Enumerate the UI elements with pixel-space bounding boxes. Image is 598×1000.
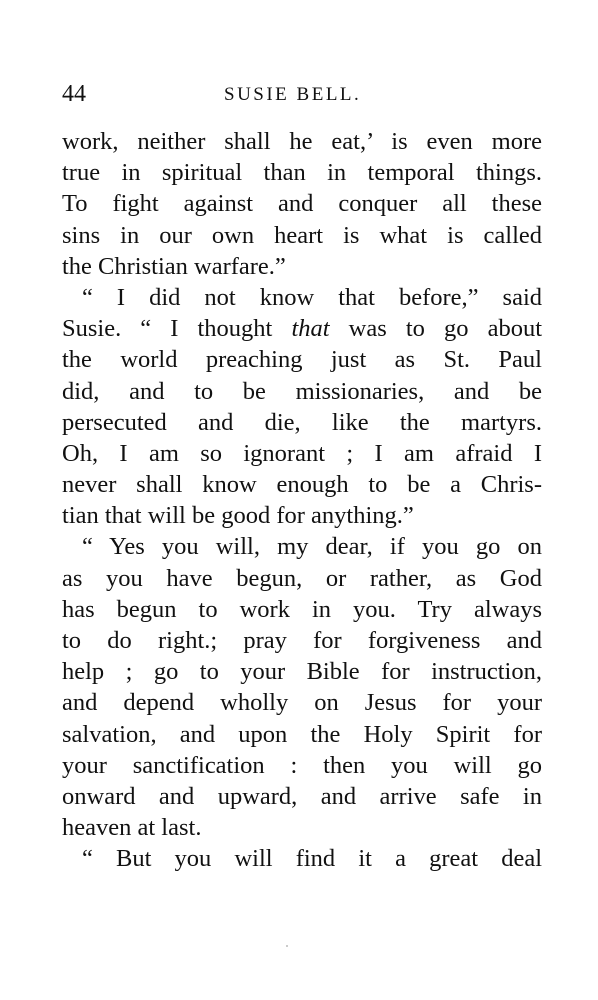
text-line — [62, 500, 542, 531]
text-line — [62, 282, 542, 313]
text-line — [62, 563, 542, 594]
text-segment: persecuted and die, like the martyrs. — [62, 408, 542, 436]
text-segment: onward and upward, and arrive safe in — [62, 782, 542, 810]
page-header — [62, 78, 542, 110]
text-line — [62, 126, 542, 157]
running-head: SUSIE BELL. — [224, 84, 362, 105]
text-segment: never shall know enough to be a Chris- — [62, 471, 542, 499]
text-line — [62, 157, 542, 188]
text-line — [62, 594, 542, 625]
text-line — [62, 438, 542, 469]
text-segment: the world preaching just as St. Paul — [62, 346, 542, 374]
text-line — [62, 843, 542, 874]
text-line — [62, 188, 542, 219]
text-segment: to do right.; pray for forgiveness and — [62, 627, 542, 654]
text-segment: Oh, I am so ignorant ; I am afraid I — [62, 439, 542, 467]
text-segment: work, neither shall he eat,’ is even more — [62, 128, 542, 155]
text-line — [62, 220, 542, 251]
text-line — [62, 469, 542, 500]
text-segment: and depend wholly on Jesus for your — [62, 689, 542, 717]
text-segment: tian that will be good for anything.” — [62, 502, 414, 530]
text-segment: help ; go to your Bible for instruction, — [62, 658, 542, 686]
text-segment: “ Yes you will, my dear, if you go on — [82, 533, 542, 561]
text-segment: has begun to work in you. Try always — [62, 595, 542, 623]
text-line — [62, 687, 542, 718]
italic-word: that — [291, 315, 330, 343]
text-line — [62, 625, 542, 656]
body-text — [62, 126, 542, 875]
text-line — [62, 812, 542, 843]
text-segment: heaven at last. — [62, 814, 202, 842]
text-segment: To fight against and conquer all these — [62, 190, 542, 218]
text-segment: the Christian warfare.” — [62, 252, 286, 280]
page-speck — [286, 945, 288, 947]
text-segment: as you have begun, or rather, as God — [62, 564, 542, 592]
text-line — [62, 781, 542, 812]
text-line — [62, 407, 542, 438]
text-line — [62, 251, 542, 282]
text-segment: did, and to be missionaries, and be — [62, 377, 542, 405]
page-number: 44 — [62, 81, 86, 107]
text-segment: true in spiritual than in temporal things. — [62, 159, 542, 187]
text-segment: “ But you will find it a great deal — [82, 845, 542, 873]
text-segment: Susie. “ I thought — [62, 315, 292, 343]
text-line — [62, 531, 542, 562]
text-segment: sins in our own heart is what is called — [62, 221, 542, 249]
text-line — [62, 376, 542, 407]
text-line — [62, 750, 542, 781]
text-line — [62, 313, 542, 344]
text-segment: “ I did not know that before,” said — [82, 283, 542, 311]
text-line — [62, 656, 542, 687]
text-line — [62, 719, 542, 750]
text-segment: your sanctification : then you will go — [62, 751, 542, 779]
text-segment: was to go about — [329, 315, 542, 343]
text-line — [62, 344, 542, 375]
text-segment: salvation, and upon the Holy Spirit for — [62, 720, 542, 748]
